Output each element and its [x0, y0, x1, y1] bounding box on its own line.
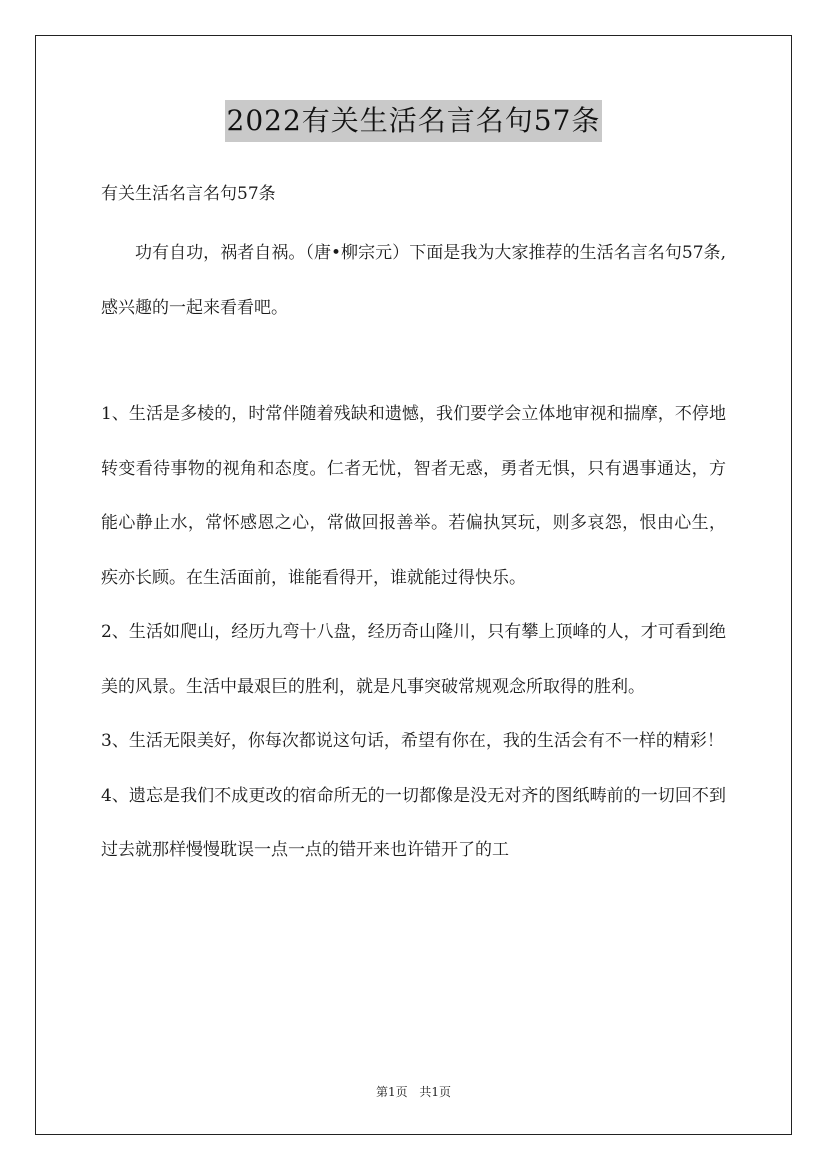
document-title: 2022有关生活名言名句57条: [225, 100, 603, 142]
total-pages: 共1页: [419, 1085, 452, 1099]
title-container: [0, 100, 827, 142]
paragraph-spacer: [101, 335, 726, 387]
quote-paragraph-2: 2、生活如爬山，经历九弯十八盘，经历奇山隆川，只有攀上顶峰的人，才可看到绝美的风景。生活中最艰巨的胜利，就是凡事突破常规观念所取得的胜利。: [101, 622, 726, 697]
document-body: [101, 172, 726, 878]
intro-paragraph: 功有自功，祸者自祸。（唐•柳宗元）下面是我为大家推荐的生活名言名句57条,感兴趣的一起来看看吧。: [101, 243, 726, 318]
page-number: 第1页: [375, 1085, 408, 1099]
page-footer: [0, 1083, 827, 1101]
document-subtitle: 有关生活名言名句57条: [101, 184, 276, 204]
quote-paragraph-3: 3、生活无限美好，你每次都说这句话，希望有你在，我的生活会有不一样的精彩！: [101, 731, 724, 751]
quote-paragraph-4: 4、遗忘是我们不成更改的宿命所无的一切都像是没无对齐的图纸畴前的一切回不到过去就那样慢慢耽误一点一点的错开来也许错开了的工: [101, 785, 726, 860]
quote-paragraph-1: 1、生活是多棱的，时常伴随着残缺和遗憾，我们要学会立体地审视和揣摩，不停地转变看待事物的视角和态度。仁者无忧，智者无惑，勇者无惧，只有遇事通达，方能心静止水，常怀感恩之心，常做回报善举。若偏执冥玩，则多哀怨，恨由心生，疾亦长顾。在生活面前，谁能看得开，谁就能过得快乐。: [101, 404, 726, 588]
